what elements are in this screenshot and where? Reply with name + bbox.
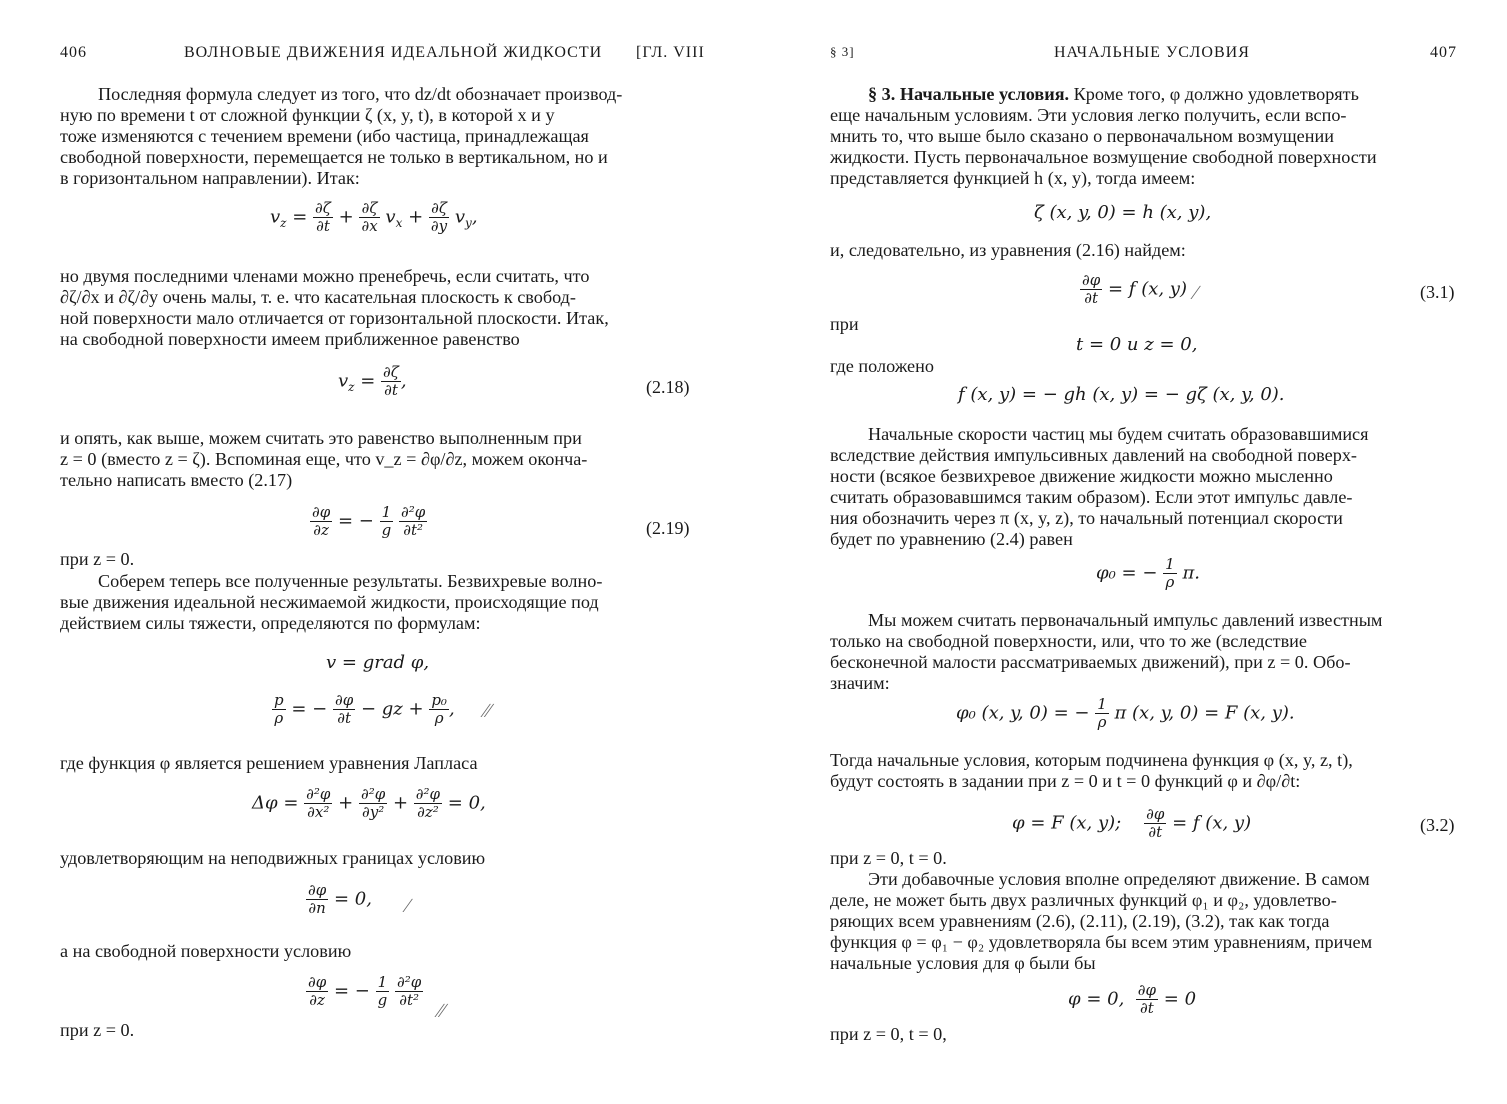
equation-3-1: $\frac{\partial\varphi}{\partial t}$ = f (x, y) [1082,271,1187,307]
equation-number: (3.1) [1420,282,1455,302]
text-line: ∂ζ/∂x и ∂ζ/∂y очень малы, т. е. что касательная плоскость к свобод- [60,287,576,307]
equation-laplace: Δφ = $\frac{\text{∂²φ}}{\text{∂x²}}$ + $\frac{\text{∂²φ}}{\text{∂y²}}$ + $\frac{\text{∂²φ}}{\text{∂z²}}$ = 0, [252,785,486,821]
text-line: ную по времени t от сложной функции ζ (x, y, t), в которой x и y [60,105,555,125]
pencil-mark: ∕∕ [484,700,491,722]
equation-time-zero: t = 0 и z = 0, [1076,334,1198,355]
text-line: свободной поверхности, перемещается не только в вертикальном, но и [60,147,608,167]
equation-boundary: $\frac{\partial\varphi}{\partial n}$ = 0, [308,881,372,917]
right-page-number: 407 [1430,44,1457,61]
text-line: при z = 0. [60,1020,135,1040]
text-line: вые движения идеальной несжимаемой жидкости, происходящие под [60,592,599,612]
text-line: значим: [830,673,890,693]
text-line: ряющих всем уравнениям (2.6), (2.11), (2.19), (3.2), так как тогда [830,911,1330,931]
pencil-mark: ∕ [406,895,410,917]
text-line: а на свободной поверхности условию [60,941,352,961]
text-fragment: Кроме того, φ должно удовлетворять [1073,84,1359,104]
text-line: z = 0 (вместо z = ζ). Вспоминая еще, что v_z = ∂φ/∂z, можем оконча- [60,449,588,469]
equation-number: (2.18) [646,377,690,397]
text-line: бесконечной малости рассматриваемых движений), при z = 0. Обо- [830,652,1351,672]
text-line: где функция φ является решением уравнения Лапласа [60,753,478,773]
section-title: § 3. Начальные условия. [868,84,1070,104]
text-line: при z = 0, t = 0. [830,848,947,868]
text-line: при z = 0, t = 0, [830,1024,947,1044]
text-line: Мы можем считать первоначальный импульс давлений известным [868,610,1383,630]
text-line: будет по уравнению (2.4) равен [830,529,1073,549]
text-line: удовлетворяющим на неподвижных границах условию [60,848,486,868]
equation-2-18: $v_z$ = $\frac{\partial\zeta}{\partial t}$ , [338,363,407,399]
text-line: еще начальным условиям. Эти условия легко получить, если вспо- [830,105,1347,125]
right-section-label: § 3] [830,44,855,59]
text-line: мнить то, что выше было сказано о первоначальном возмущении [830,126,1334,146]
text-line: начальные условия для φ были бы [830,953,1096,973]
equation-zero-conditions: φ = 0, $\frac{\partial\varphi}{\partial t}$ = 0 [1068,981,1197,1017]
left-chapter-label: [ГЛ. VIII [636,44,705,61]
text-line: Эти добавочные условия вполне определяют движение. В самом [868,869,1370,889]
equation-number: (3.2) [1420,815,1455,835]
text-line: в горизонтальном направлении). Итак: [60,168,360,188]
text-line: будут состоять в задании при z = 0 и t = 0 функций φ и ∂φ/∂t: [830,771,1301,791]
text-line: жидкости. Пусть первоначальное возмущение свободной поверхности [830,147,1377,167]
text-line: где положено [830,356,934,376]
equation-F-definition: φ₀ (x, y, 0) = − $\frac{1}{\rho}$ π (x, y, 0) = F (x, y). [956,695,1295,731]
text-line: Начальные скорости частиц мы будем считать образовавшимися [868,424,1369,444]
text-line: тоже изменяются с течением времени (ибо частица, принадлежащая [60,126,589,146]
text-line: при [830,314,859,334]
text-line: ния обозначить через π (x, y, z), то начальный потенциал скорости [830,508,1343,528]
pencil-mark: ∕ [1194,282,1198,304]
text-line: и, следовательно, из уравнения (2.16) найдем: [830,240,1186,260]
text-line: деле, не может быть двух различных функций φ₁ и φ₂, удовлетво- [830,890,1337,910]
text-line: при z = 0. [60,549,135,569]
equation-3-2: φ = F (x, y); $\frac{\partial\varphi}{\partial t}$ = f (x, y) [1012,805,1252,841]
left-running-title: ВОЛНОВЫЕ ДВИЖЕНИЯ ИДЕАЛЬНОЙ ЖИДКОСТИ [184,44,603,61]
section-heading-line [830,84,1466,105]
equation-initial-potential: φ₀ = − $\frac{1}{\rho}$ π. [1096,555,1201,591]
right-page [830,0,1466,1104]
equation-f-definition: f (x, y) = − gh (x, y) = − gζ (x, y, 0). [958,384,1285,405]
text-line: Соберем теперь все полученные результаты. Безвихревые волно- [98,571,603,591]
text-line: тельно написать вместо (2.17) [60,470,293,490]
text-line: на свободной поверхности имеем приближенное равенство [60,329,520,349]
equation-pressure: $\frac{p}{\rho}$ = − $\frac{\partial\varphi}{\partial t}$ − gz + $\frac{\text{p₀}}{\rho}$ , [274,691,455,727]
text-line: функция φ = φ₁ − φ₂ удовлетворяла бы всем этим уравнениям, причем [830,932,1373,952]
equation-initial-surface: ζ (x, y, 0) = h (x, y), [1034,202,1212,223]
equation-vz-full: $v_z$ = $\frac{\partial\zeta}{\partial t}$ + $\frac{\partial\zeta}{\partial x}$ $v_x$ + $\frac{\partial\zeta}{\partial y}$ $v_y$, [270,199,478,235]
text-line: вследствие действия импульсивных давлений на свободной поверх- [830,445,1357,465]
text-line: ной поверхности мало отличается от горизонтальной плоскости. Итак, [60,308,609,328]
left-page [60,0,705,1104]
right-running-title: НАЧАЛЬНЫЕ УСЛОВИЯ [1054,44,1250,61]
text-line: только на свободной поверхности, или, что то же (вследствие [830,631,1307,651]
text-line: Тогда начальные условия, которым подчинена функция φ (x, y, z, t), [830,750,1353,770]
text-line: и опять, как выше, можем считать это равенство выполненным при [60,428,582,448]
text-line: Последняя формула следует из того, что dz/dt обозначает производ- [98,84,623,104]
pencil-mark: ∕∕ [438,1000,445,1022]
equation-velocity: v = grad φ, [326,652,430,673]
equation-number: (2.19) [646,518,690,538]
text-line: действием силы тяжести, определяются по формулам: [60,613,481,633]
text-line: представляется функцией h (x, y), тогда имеем: [830,168,1196,188]
equation-2-19: $\frac{\partial\varphi}{\partial z}$ = − $\frac{1}{g}$ $\frac{\text{∂²φ}}{\text{∂t²}}$ [312,503,426,539]
left-page-number: 406 [60,44,87,61]
text-line: ности (всякое безвихревое движение жидкости можно мысленно [830,466,1333,486]
text-line: но двумя последними членами можно пренебречь, если считать, что [60,266,590,286]
equation-free-surface: $\frac{\partial\varphi}{\partial z}$ = − $\frac{1}{g}$ $\frac{\text{∂²φ}}{\text{∂t²}}$ [308,973,422,1009]
text-line: считать образовавшимся таким образом). Если этот импульс давле- [830,487,1353,507]
